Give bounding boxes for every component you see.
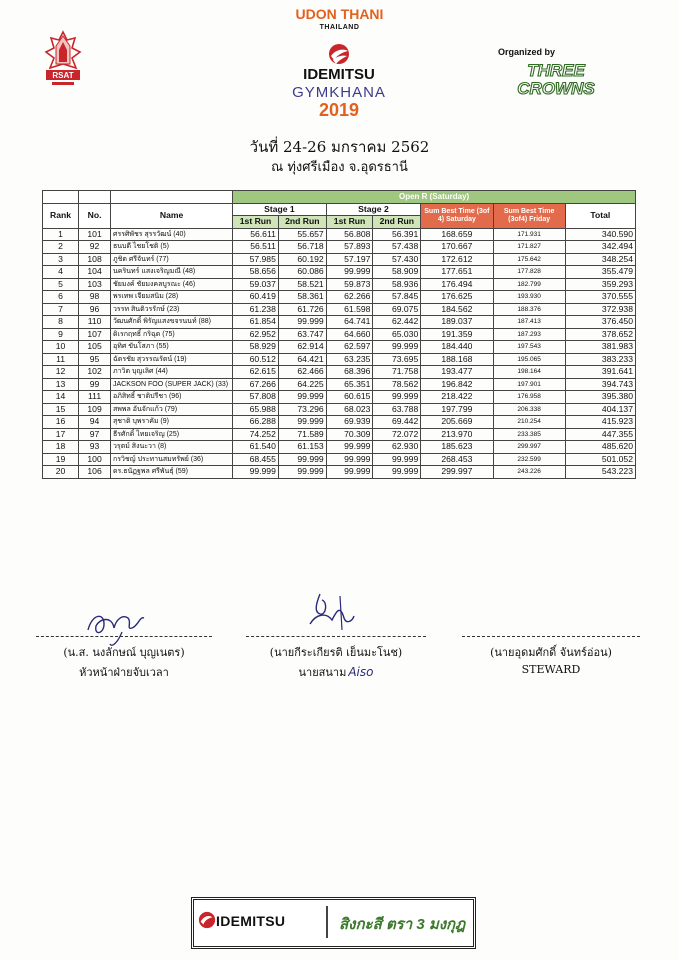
rank-cell: 16 [43,416,79,429]
stage2-run2-cell: 65.030 [373,328,421,341]
stage1-run2-cell: 64.225 [278,378,326,391]
event-year: 2019 [318,100,360,120]
total-cell: 355.479 [565,266,635,279]
number-cell: 104 [79,266,111,279]
sum-friday-cell: 197.543 [493,341,565,354]
sum-saturday-cell: 168.659 [421,228,493,241]
sum-saturday-header: Sum Best Time (3of 4) Saturday [421,203,493,228]
signer-title: STEWARD [521,663,581,676]
number-cell: 92 [79,241,111,254]
stage2-run1-cell: 69.939 [326,416,373,429]
stage1-run2-cell: 73.296 [278,403,326,416]
sum-saturday-cell: 184.562 [421,303,493,316]
event-country: THAILAND [319,24,360,31]
event-city: UDON THANI [295,6,384,22]
name-cell: อภิสิทธิ์ ชาติปรีชา (96) [111,391,233,404]
stage2-run1-header: 1st Run [326,216,373,229]
footer-sponsor-box [191,897,476,949]
stage2-run2-cell: 63.788 [373,403,421,416]
sum-friday-cell: 243.226 [493,466,565,479]
number-cell: 95 [79,353,111,366]
sum-friday-cell: 210.254 [493,416,565,429]
stage1-run1-cell: 56.511 [233,241,279,254]
event-venue: ณ ทุ่งศรีเมือง จ.อุดรธานี [271,160,408,175]
sum-friday-cell: 206.338 [493,403,565,416]
sum-saturday-cell: 176.494 [421,278,493,291]
sum-saturday-cell: 218.422 [421,391,493,404]
idemitsu-gymkhana-logo [287,42,391,126]
stage1-run2-cell: 61.153 [278,441,326,454]
class-title: Open R (Saturday) [233,191,636,204]
sum-saturday-cell: 299.997 [421,466,493,479]
table-row [43,403,636,416]
sum-friday-cell: 195.065 [493,353,565,366]
sum-saturday-cell: 177.651 [421,266,493,279]
footer-brand: IDEMITSU [216,913,286,929]
total-cell: 348.254 [565,253,635,266]
rsat-logo-text: RSAT [52,71,74,80]
signer-name: (นายอุดมศักดิ์ จันทร์อ่อน) [490,646,612,659]
name-cell: JACKSON FOO (SUPER JACK) (33) [111,378,233,391]
stage2-run2-cell: 57.438 [373,241,421,254]
number-cell: 94 [79,416,111,429]
sum-saturday-cell: 191.359 [421,328,493,341]
stage2-run2-cell: 99.999 [373,466,421,479]
rank-cell: 3 [43,253,79,266]
number-cell: 96 [79,303,111,316]
name-cell: วรุตม์ สิงนะวา (8) [111,441,233,454]
total-cell: 378.652 [565,328,635,341]
name-cell: วรรท สินติวรรักษ์ (23) [111,303,233,316]
three-crowns-logo [492,58,622,98]
stage1-run1-cell: 74.252 [233,428,279,441]
total-cell: 394.743 [565,378,635,391]
rank-cell: 15 [43,403,79,416]
stage1-run2-cell: 99.999 [278,316,326,329]
rank-cell: 11 [43,353,79,366]
brand-name: IDEMITSU [303,66,375,83]
stage2-run2-cell: 69.442 [373,416,421,429]
total-cell: 383.233 [565,353,635,366]
rank-cell: 7 [43,303,79,316]
sum-friday-cell: 233.385 [493,428,565,441]
stage1-run2-cell: 58.521 [278,278,326,291]
table-row [43,291,636,304]
stage1-run1-header: 1st Run [233,216,279,229]
number-cell: 107 [79,328,111,341]
signature-block-field [246,636,426,681]
stage2-run1-cell: 68.396 [326,366,373,379]
total-cell: 359.293 [565,278,635,291]
stage2-header: Stage 2 [326,203,421,216]
table-row [43,303,636,316]
name-cell: ดิเรกฤทธิ์ กริฉุด (75) [111,328,233,341]
sum-friday-cell: 177.828 [493,266,565,279]
rank-cell: 20 [43,466,79,479]
name-cell: ธนบดี ไชยโชติ (5) [111,241,233,254]
stage2-run2-cell: 73.695 [373,353,421,366]
stage2-run1-cell: 70.309 [326,428,373,441]
rank-cell: 6 [43,291,79,304]
sum-friday-cell: 193.930 [493,291,565,304]
sum-saturday-cell: 176.625 [421,291,493,304]
sum-friday-cell: 198.164 [493,366,565,379]
stage2-run2-cell: 78.562 [373,378,421,391]
organized-by-label: Organized by [498,47,556,57]
name-cell: ชัยมงค์ ชัยมงคลบูรณะ (46) [111,278,233,291]
stage2-run2-cell: 56.391 [373,228,421,241]
total-cell: 395.380 [565,391,635,404]
number-cell: 108 [79,253,111,266]
stage2-run1-cell: 63.235 [326,353,373,366]
signature-handwriting: Aiso [348,665,374,679]
sum-saturday-cell: 205.669 [421,416,493,429]
number-cell: 93 [79,441,111,454]
stage2-run1-cell: 99.999 [326,266,373,279]
stage2-run1-cell: 65.351 [326,378,373,391]
table-row [43,341,636,354]
total-cell: 381.983 [565,341,635,354]
stage2-run1-cell: 62.266 [326,291,373,304]
rank-cell: 10 [43,341,79,354]
stage1-run2-cell: 62.466 [278,366,326,379]
sum-saturday-cell: 268.453 [421,453,493,466]
name-cell: อุทิศ ขันโสภา (55) [111,341,233,354]
number-header: No. [79,203,111,228]
total-cell: 342.494 [565,241,635,254]
name-cell: สพพล อันจักแก้ว (79) [111,403,233,416]
name-cell: ฉัตรชัย สุวรรณรัตน์ (19) [111,353,233,366]
number-cell: 111 [79,391,111,404]
table-row [43,328,636,341]
sum-saturday-cell: 197.799 [421,403,493,416]
number-cell: 101 [79,228,111,241]
number-cell: 109 [79,403,111,416]
sum-friday-cell: 171.931 [493,228,565,241]
rank-cell: 2 [43,241,79,254]
name-header: Name [111,203,233,228]
stage2-run1-cell: 62.597 [326,341,373,354]
stage1-run2-cell: 55.657 [278,228,326,241]
footer-sponsor-thai: สิงกะสี ตรา 3 มงกุฎ [339,916,466,933]
number-cell: 99 [79,378,111,391]
stage2-run1-cell: 57.197 [326,253,373,266]
number-cell: 103 [79,278,111,291]
rank-cell: 1 [43,228,79,241]
stage2-run1-cell: 59.873 [326,278,373,291]
sum-saturday-cell: 213.970 [421,428,493,441]
event-name: GYMKHANA [292,84,386,101]
number-cell: 97 [79,428,111,441]
total-cell: 543.223 [565,466,635,479]
three-crowns-line2: CROWNS [517,79,595,98]
stage1-run1-cell: 65.988 [233,403,279,416]
name-cell: นครินทร์ แสงเจริญมณี (48) [111,266,233,279]
stage2-run1-cell: 99.999 [326,466,373,479]
total-cell: 404.137 [565,403,635,416]
table-row [43,278,636,291]
sum-saturday-cell: 193.477 [421,366,493,379]
stage1-run2-cell: 60.192 [278,253,326,266]
idemitsu-emblem-icon [198,911,216,929]
number-cell: 102 [79,366,111,379]
stage1-run1-cell: 67.266 [233,378,279,391]
stage2-run1-cell: 64.741 [326,316,373,329]
name-cell: วัฒนศักดิ์ พิรัญแสงขจรนนท์ (88) [111,316,233,329]
stage1-run1-cell: 59.037 [233,278,279,291]
sum-friday-cell: 187.413 [493,316,565,329]
sum-saturday-cell: 185.623 [421,441,493,454]
rank-cell: 17 [43,428,79,441]
rank-cell: 19 [43,453,79,466]
stage1-run1-cell: 60.512 [233,353,279,366]
sum-friday-cell: 175.642 [493,253,565,266]
sum-saturday-cell: 189.037 [421,316,493,329]
stage2-run2-cell: 99.999 [373,391,421,404]
number-cell: 110 [79,316,111,329]
sum-friday-cell: 188.376 [493,303,565,316]
signature-block-timing [36,636,212,681]
table-row [43,378,636,391]
stage1-run1-cell: 58.656 [233,266,279,279]
sum-saturday-cell: 196.842 [421,378,493,391]
sum-friday-cell: 232.599 [493,453,565,466]
stage1-run2-cell: 56.718 [278,241,326,254]
stage1-run1-cell: 57.808 [233,391,279,404]
total-cell: 391.641 [565,366,635,379]
sum-friday-cell: 187.293 [493,328,565,341]
total-cell: 415.923 [565,416,635,429]
number-cell: 100 [79,453,111,466]
name-cell: ภูชิต ศรีจันทร์ (77) [111,253,233,266]
rank-cell: 12 [43,366,79,379]
stage1-run1-cell: 60.419 [233,291,279,304]
rank-header: Rank [43,203,79,228]
signature-field-director [300,590,360,638]
stage2-run1-cell: 99.999 [326,453,373,466]
name-cell: ภาวิต บุญเลิศ (44) [111,366,233,379]
total-header: Total [565,203,635,228]
stage1-run2-cell: 62.914 [278,341,326,354]
table-row [43,266,636,279]
stage2-run1-cell: 56.808 [326,228,373,241]
stage1-run2-header: 2nd Run [278,216,326,229]
stage1-run2-cell: 99.999 [278,416,326,429]
event-date: วันที่ 24-26 มกราคม 2562 [249,138,430,156]
sum-friday-cell: 197.901 [493,378,565,391]
stage1-run1-cell: 61.238 [233,303,279,316]
sum-saturday-cell: 172.612 [421,253,493,266]
table-row [43,241,636,254]
rank-cell: 14 [43,391,79,404]
stage2-run2-cell: 99.999 [373,341,421,354]
rank-cell: 9 [43,328,79,341]
stage2-run1-cell: 68.023 [326,403,373,416]
sum-friday-cell: 299.997 [493,441,565,454]
total-cell: 501.052 [565,453,635,466]
total-cell: 376.450 [565,316,635,329]
stage2-run1-cell: 99.999 [326,441,373,454]
sum-friday-header: Sum Best Time (3of4) Friday [493,203,565,228]
stage1-run2-cell: 99.999 [278,391,326,404]
signer-title: นายสนาม Aiso [298,665,374,679]
stage1-run2-cell: 64.421 [278,353,326,366]
name-cell: สุชาติ บุพราคัม (9) [111,416,233,429]
rsat-logo [42,30,84,88]
table-row [43,353,636,366]
total-cell: 340.590 [565,228,635,241]
rank-cell: 4 [43,266,79,279]
stage1-run2-cell: 58.361 [278,291,326,304]
table-row [43,453,636,466]
stage2-run2-cell: 58.909 [373,266,421,279]
number-cell: 98 [79,291,111,304]
signer-name: (นายกีระเกียรติ เย็นมะโนช) [269,646,403,659]
stage1-run1-cell: 99.999 [233,466,279,479]
stage2-run2-cell: 69.075 [373,303,421,316]
signer-name: (น.ส. นงลักษณ์ บุญเนตร) [63,646,185,659]
stage2-run2-cell: 62.930 [373,441,421,454]
sum-saturday-cell: 188.168 [421,353,493,366]
table-row [43,228,636,241]
sum-saturday-cell: 184.440 [421,341,493,354]
stage1-run2-cell: 99.999 [278,466,326,479]
name-cell: ธีรศักดิ์ ไทยเจริญ (25) [111,428,233,441]
name-cell: ดร.ธนัฏฐพล ศรีพันธุ์ (59) [111,466,233,479]
total-cell: 485.620 [565,441,635,454]
name-cell: ศรรศิพัชร สุรรวัฒน์ (40) [111,228,233,241]
rank-cell: 8 [43,316,79,329]
sum-friday-cell: 176.958 [493,391,565,404]
stage1-run1-cell: 56.611 [233,228,279,241]
stage1-run1-cell: 58.929 [233,341,279,354]
rank-cell: 13 [43,378,79,391]
table-row [43,466,636,479]
table-row [43,253,636,266]
total-cell: 447.355 [565,428,635,441]
stage2-run2-cell: 58.936 [373,278,421,291]
stage2-run2-cell: 57.845 [373,291,421,304]
footer-divider [326,906,328,938]
stage1-run2-cell: 71.589 [278,428,326,441]
table-row [43,416,636,429]
stage2-run1-cell: 64.660 [326,328,373,341]
stage1-run1-cell: 62.615 [233,366,279,379]
stage2-run1-cell: 61.598 [326,303,373,316]
stage2-run1-cell: 57.893 [326,241,373,254]
idemitsu-emblem-icon [329,44,349,64]
number-cell: 105 [79,341,111,354]
table-row [43,441,636,454]
table-row [43,316,636,329]
signer-title: หัวหน้าฝ่ายจับเวลา [79,666,169,679]
stage1-run1-cell: 61.854 [233,316,279,329]
name-cell: กรวิชญ์ ประทานสมทรัพย์ (36) [111,453,233,466]
stage1-run2-cell: 61.726 [278,303,326,316]
stage1-run2-cell: 60.086 [278,266,326,279]
table-row [43,391,636,404]
signature-block-steward [462,636,640,676]
stage1-run2-cell: 63.747 [278,328,326,341]
total-cell: 370.555 [565,291,635,304]
stage2-run2-cell: 99.999 [373,453,421,466]
stage2-run2-cell: 62.442 [373,316,421,329]
number-cell: 106 [79,466,111,479]
stage2-run2-cell: 71.758 [373,366,421,379]
results-body [43,228,636,478]
sum-friday-cell: 171.827 [493,241,565,254]
stage1-run1-cell: 62.952 [233,328,279,341]
sum-friday-cell: 182.799 [493,278,565,291]
sum-saturday-cell: 170.667 [421,241,493,254]
rank-cell: 18 [43,441,79,454]
total-cell: 372.938 [565,303,635,316]
stage2-run2-header: 2nd Run [373,216,421,229]
rank-cell: 5 [43,278,79,291]
name-cell: พรเทพ เจียมสนิม (28) [111,291,233,304]
stage2-run1-cell: 60.615 [326,391,373,404]
table-row [43,428,636,441]
stage1-header: Stage 1 [233,203,327,216]
stage2-run2-cell: 57.430 [373,253,421,266]
results-table [42,190,636,479]
stage2-run2-cell: 72.072 [373,428,421,441]
stage1-run1-cell: 68.455 [233,453,279,466]
stage1-run1-cell: 61.540 [233,441,279,454]
stage1-run2-cell: 99.999 [278,453,326,466]
stage1-run1-cell: 66.288 [233,416,279,429]
three-crowns-line1: THREE [527,61,585,80]
stage1-run1-cell: 57.985 [233,253,279,266]
table-row [43,366,636,379]
